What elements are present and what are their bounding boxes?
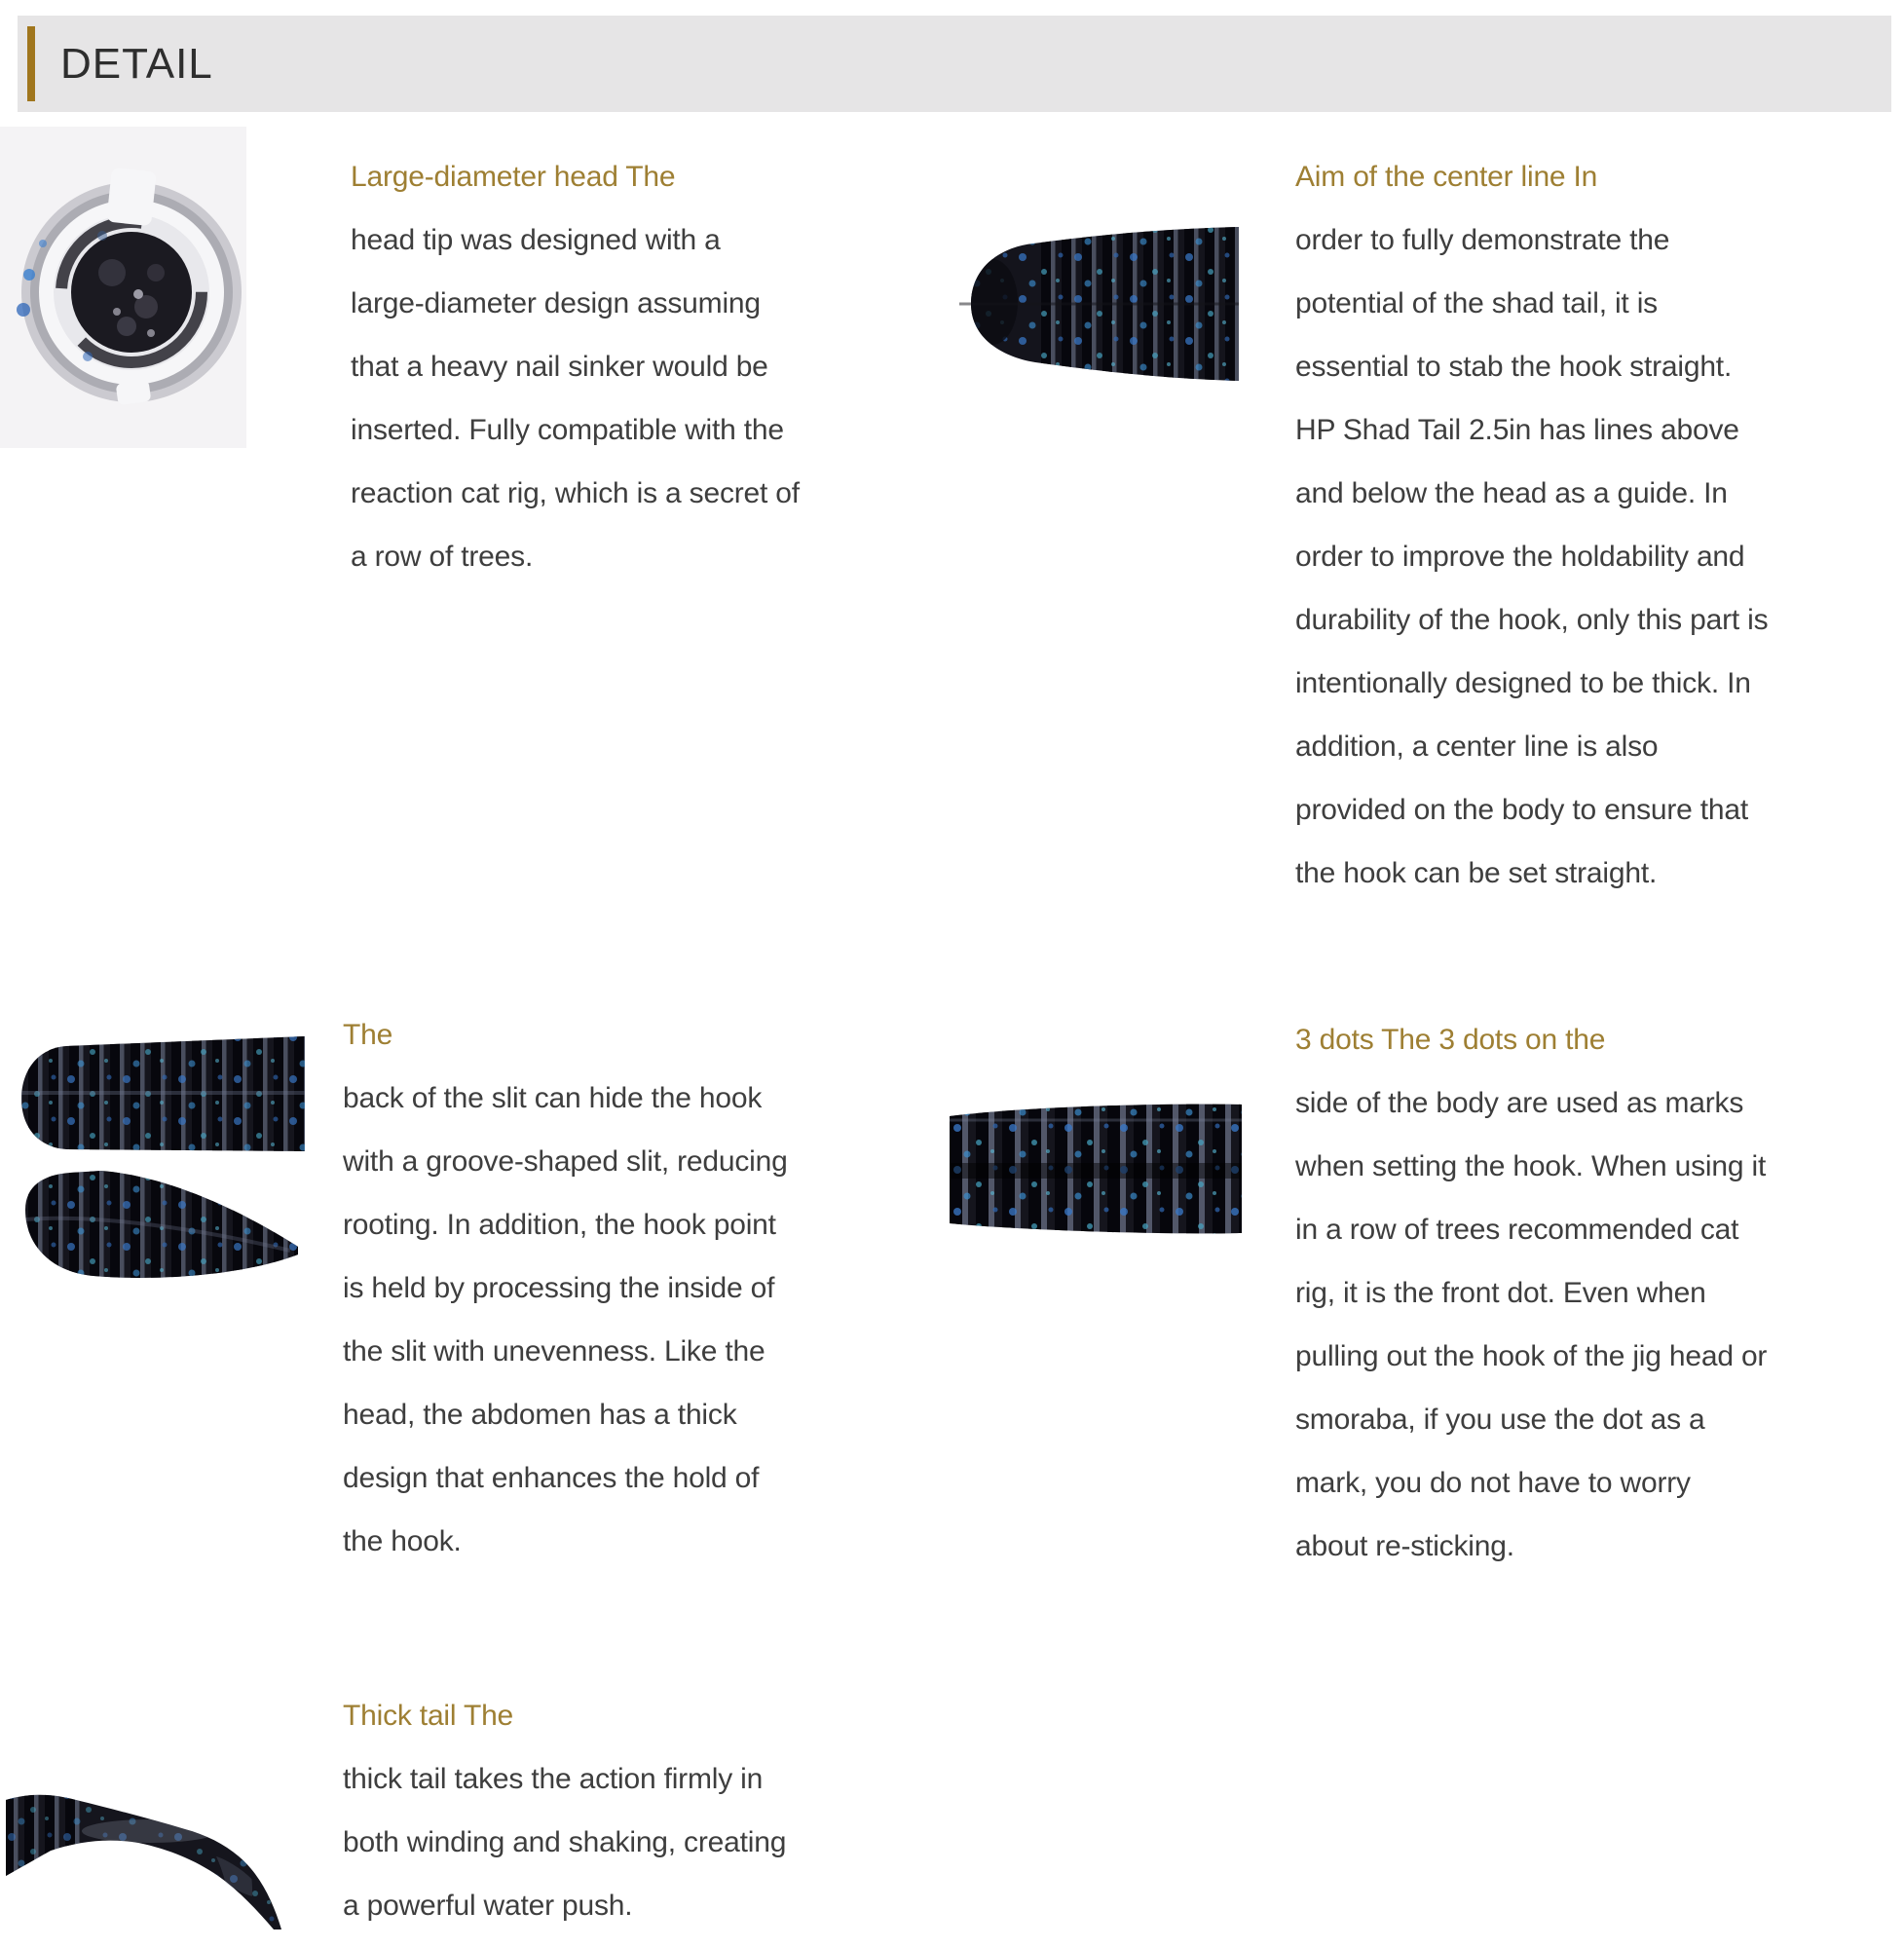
- feature-slit-back: [343, 1003, 793, 1573]
- lure-body-dots-image: [950, 1077, 1242, 1262]
- feature-body: back of the slit can hide the hook with a groove-shaped slit, reducing rooting. In addition, the hook point is held by processing the inside of the slit with unevenness. Like the head, the abdomen has a thick design that enhances the hold of the hook.: [343, 1082, 788, 1557]
- feature-heading: Aim of the center line In: [1295, 161, 1598, 193]
- feature-heading: Thick tail The: [343, 1700, 514, 1732]
- feature-heading: 3 dots The 3 dots on the: [1295, 1024, 1606, 1056]
- lure-head-side-image: [959, 206, 1239, 396]
- feature-body: order to fully demonstrate the potential of the shad tail, it is essential to stab the hook straight. HP Shad Tail 2.5in has lines above and below the head as a guide. In order to improve the holdability and durability of the hook, only this part is intentionally designed to be thick. In addition, a center line is also provided on the body to ensure that the hook can be set straight.: [1295, 224, 1769, 889]
- feature-body: thick tail takes the action firmly in both winding and shaking, creating a powerful water push.: [343, 1763, 787, 1922]
- feature-heading: Large-diameter head The: [351, 161, 676, 193]
- lure-tail-photo: [4, 1786, 284, 1934]
- detail-header: [18, 16, 1891, 112]
- feature-body: head tip was designed with a large-diameter design assuming that a heavy nail sinker would be inserted. Fully compatible with the reaction cat rig, which is a secret of a row of trees.: [351, 224, 800, 573]
- feature-body: side of the body are used as marks when setting the hook. When using it in a row of trees recommended cat rig, it is the front dot. Even when pulling out the hook of the jig head or smoraba, if you use the dot as a mark, you do not have to worry about re-sticking.: [1295, 1087, 1768, 1562]
- lure-tail-image: [4, 1786, 284, 1934]
- page-title: DETAIL: [60, 39, 213, 88]
- feature-three-dots: [1295, 1008, 1769, 1578]
- lure-head-side-photo: [959, 206, 1239, 396]
- lure-head-front-image: [0, 127, 246, 448]
- feature-thick-tail: [343, 1684, 801, 1937]
- lure-body-dots-photo: [950, 1077, 1242, 1262]
- lure-bodies-slit-photo: [8, 1029, 305, 1306]
- feature-center-line: [1295, 145, 1769, 905]
- header-accent-bar: [27, 26, 35, 101]
- lure-bodies-slit-image: [8, 1029, 305, 1306]
- feature-large-diameter-head: [351, 145, 801, 588]
- lure-head-front-photo: [0, 127, 246, 448]
- feature-heading: The: [343, 1019, 393, 1051]
